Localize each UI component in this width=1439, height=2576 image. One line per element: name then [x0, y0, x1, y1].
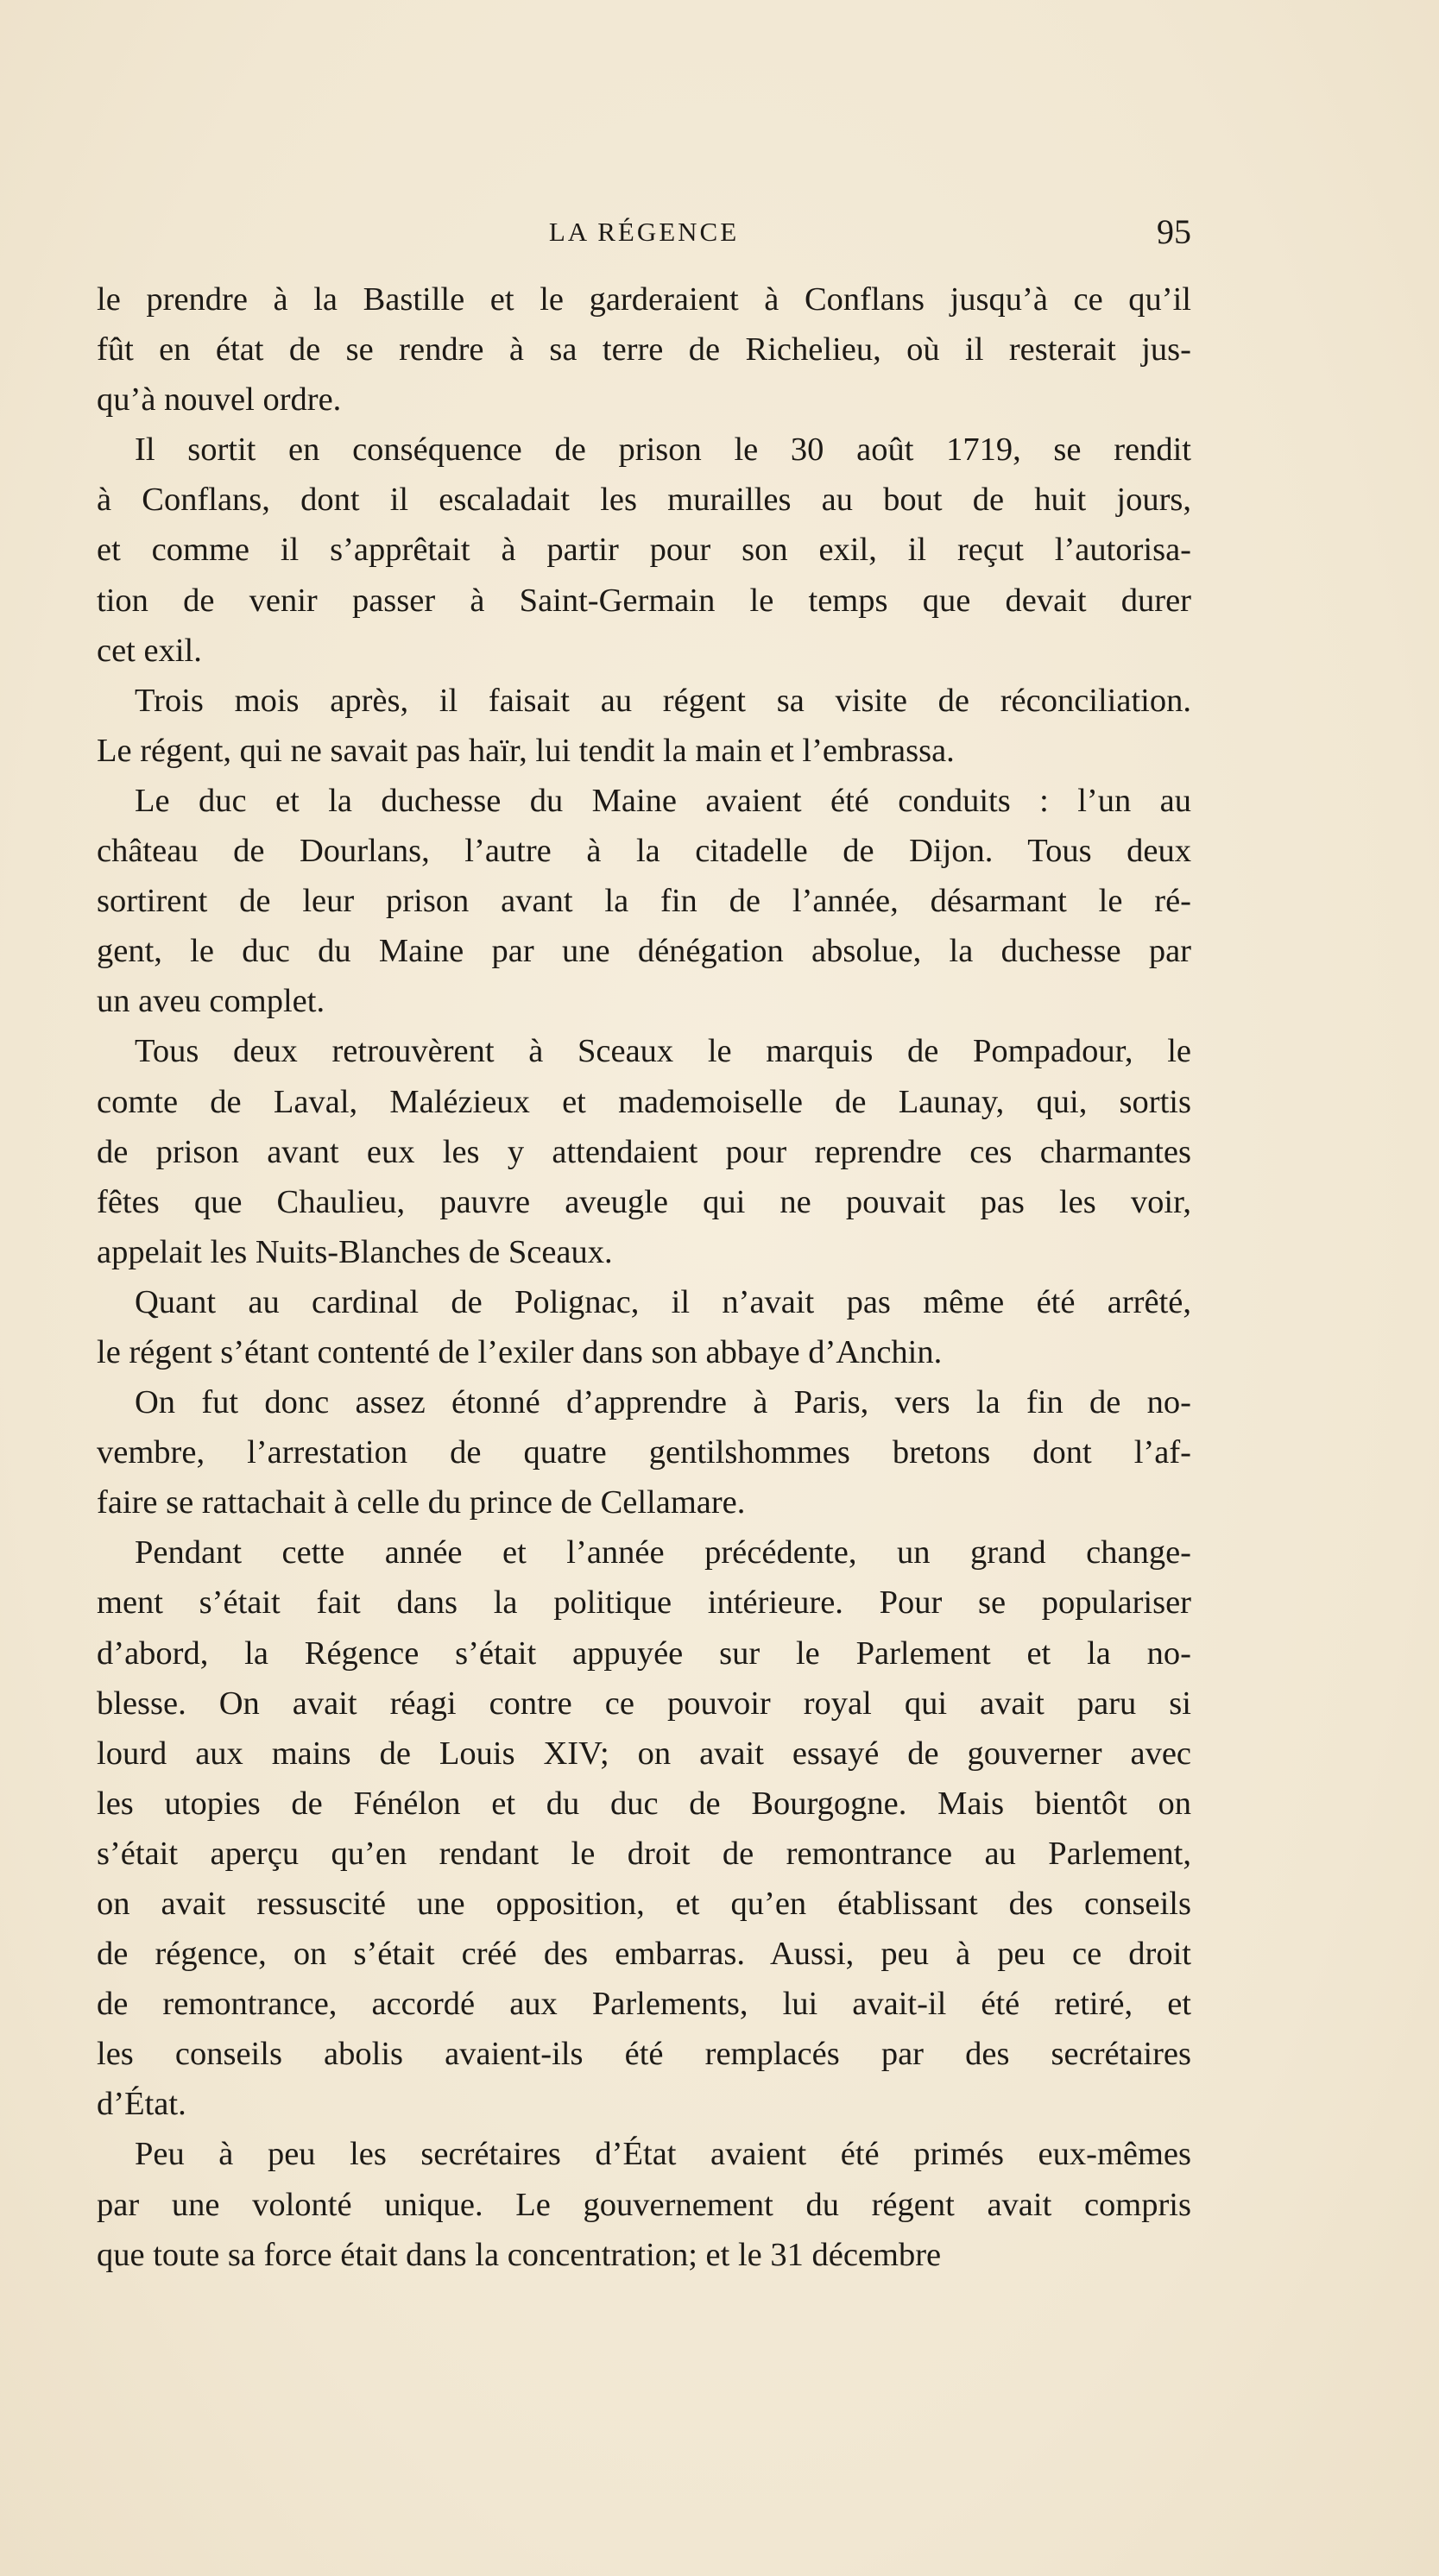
- text-line: d’abord, la Régence s’était appuyée sur le Parlement et la no-: [97, 1634, 1191, 1672]
- page-number: 95: [1157, 212, 1191, 251]
- text-line: Tous deux retrouvèrent à Sceaux le marquis de Pompadour, le: [135, 1033, 1191, 1070]
- text-line: gent, le duc du Maine par une dénégation absolue, la duchesse par: [97, 933, 1191, 970]
- text-line: fût en état de se rendre à sa terre de Richelieu, où il resterait jus-: [97, 331, 1191, 368]
- text-line: les conseils abolis avaient-ils été remplacés par des secrétaires: [97, 2036, 1191, 2073]
- paragraph: [97, 776, 1191, 1026]
- text-line: les utopies de Fénélon et du duc de Bourgogne. Mais bientôt on: [97, 1785, 1191, 1822]
- paragraph: [97, 1527, 1191, 2129]
- text-line: Le duc et la duchesse du Maine avaient été conduits : l’un au: [135, 782, 1191, 819]
- text-line: un aveu complet.: [97, 983, 325, 1020]
- text-line: cet exil.: [97, 632, 202, 669]
- text-line: qu’à nouvel ordre.: [97, 381, 342, 419]
- text-line: on avait ressuscité une opposition, et qu’en établissant des conseils: [97, 1886, 1191, 1922]
- paragraph: [97, 2129, 1191, 2279]
- paragraph: [97, 1026, 1191, 1276]
- paragraph: [97, 425, 1191, 675]
- text-line: vembre, l’arrestation de quatre gentilshommes bretons dont l’af-: [97, 1434, 1191, 1471]
- text-line: tion de venir passer à Saint-Germain le temps que devait durer: [97, 582, 1191, 619]
- paragraph: [97, 676, 1191, 776]
- text-line: château de Dourlans, l’autre à la citadelle de Dijon. Tous deux: [97, 833, 1191, 870]
- text-line: blesse. On avait réagi contre ce pouvoir royal qui avait paru si: [97, 1685, 1191, 1722]
- text-line: à Conflans, dont il escaladait les murailles au bout de huit jours,: [97, 482, 1191, 519]
- text-line: Pendant cette année et l’année précédente, un grand change-: [135, 1534, 1191, 1571]
- text-line: sortirent de leur prison avant la fin de l’année, désarmant le ré-: [97, 883, 1191, 920]
- text-line: s’était aperçu qu’en rendant le droit de remontrance au Parlement,: [97, 1835, 1191, 1872]
- text-line: ment s’était fait dans la politique intérieure. Pour se populariser: [97, 1584, 1191, 1622]
- paragraph: [97, 274, 1191, 425]
- text-line: le prendre à la Bastille et le garderaient à Conflans jusqu’à ce qu’il: [97, 281, 1191, 318]
- text-line: par une volonté unique. Le gouvernement du régent avait compris: [97, 2186, 1191, 2223]
- text-line: le régent s’étant contenté de l’exiler dans son abbaye d’Anchin.: [97, 1333, 943, 1370]
- body-text: [97, 274, 1191, 2280]
- running-head: [97, 211, 1191, 255]
- text-line: Il sortit en conséquence de prison le 30 août 1719, se rendit: [135, 431, 1191, 469]
- text-line: fêtes que Chaulieu, pauvre aveugle qui ne pouvait pas les voir,: [97, 1183, 1191, 1220]
- text-line: Trois mois après, il faisait au régent sa visite de réconciliation.: [135, 682, 1191, 719]
- text-line: faire se rattachait à celle du prince de Cellamare.: [97, 1484, 746, 1521]
- text-line: Quant au cardinal de Polignac, il n’avait pas même été arrêté,: [135, 1283, 1191, 1320]
- text-line: et comme il s’apprêtait à partir pour son exil, il reçut l’autorisa-: [97, 532, 1191, 569]
- text-line: lourd aux mains de Louis XIV; on avait essayé de gouverner avec: [97, 1735, 1191, 1772]
- running-title: LA RÉGENCE: [548, 217, 740, 247]
- text-line: de régence, on s’était créé des embarras. Aussi, peu à peu ce droit: [97, 1936, 1191, 1973]
- text-line: Peu à peu les secrétaires d’État avaient été primés eux-mêmes: [135, 2136, 1191, 2173]
- text-line: d’État.: [97, 2086, 186, 2123]
- text-line: de remontrance, accordé aux Parlements, lui avait-il été retiré, et: [97, 1986, 1191, 2023]
- paragraph: [97, 1377, 1191, 1527]
- paragraph: [97, 1277, 1191, 1377]
- text-line: de prison avant eux les y attendaient pour reprendre ces charmantes: [97, 1133, 1191, 1170]
- text-line: comte de Laval, Malézieux et mademoiselle de Launay, qui, sortis: [97, 1083, 1191, 1120]
- text-line: On fut donc assez étonné d’apprendre à Paris, vers la fin de no-: [135, 1384, 1191, 1421]
- text-line: Le régent, qui ne savait pas haïr, lui tendit la main et l’embrassa.: [97, 732, 955, 769]
- text-line: que toute sa force était dans la concentration; et le 31 décembre: [97, 2236, 942, 2273]
- text-line: appelait les Nuits-Blanches de Sceaux.: [97, 1233, 613, 1270]
